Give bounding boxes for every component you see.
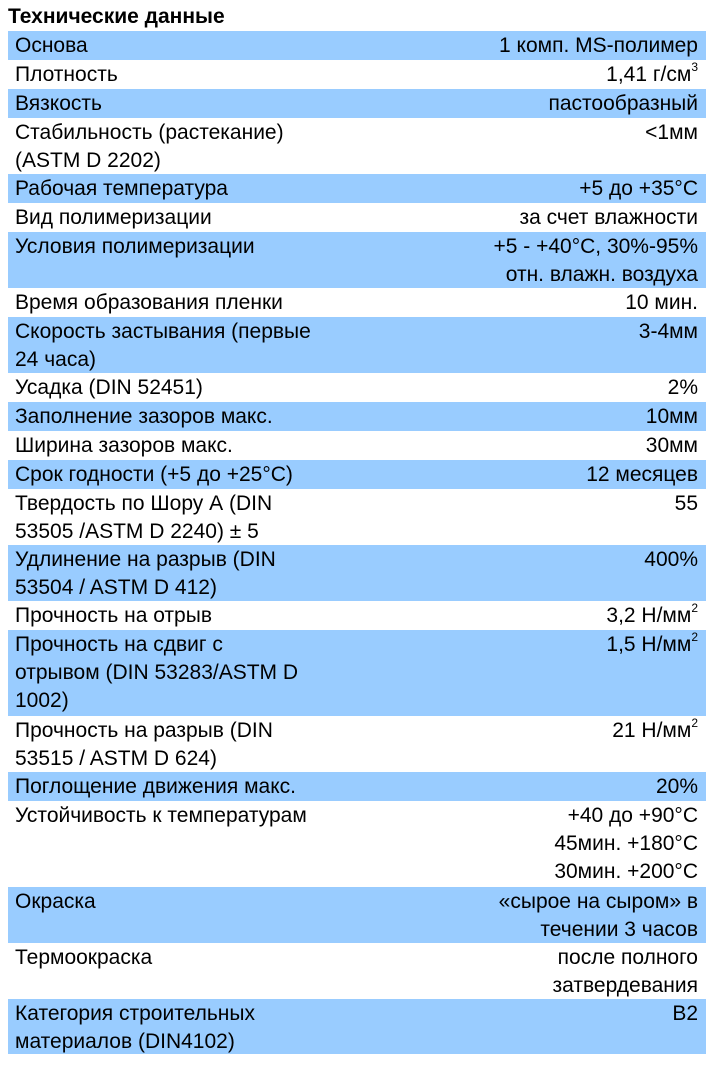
row-label [15,602,365,630]
spec-table [8,31,706,1054]
row-value-line [365,204,698,232]
row-value [365,204,698,232]
row-label [15,318,365,373]
row-label-line: Прочность на сдвиг с [15,633,223,656]
row-value-text: 400% [644,548,698,571]
row-value-line [365,90,698,118]
row-label-line: 53504 / ASTM D 412) [15,576,217,599]
row-value-text: 3-4мм [638,320,698,343]
row-value-line [365,916,698,943]
row-label-line: Скорость застывания (первые [15,320,311,343]
table-row [8,801,706,887]
table-row [8,431,706,460]
row-value-line [365,233,698,261]
row-value-line [365,858,698,886]
row-value [365,631,698,659]
row-label [15,944,365,972]
row-label [15,233,365,261]
row-value [365,374,698,402]
row-label-line: 53515 / ASTM D 624) [15,747,217,770]
row-label-line: Прочность на отрыв [15,604,212,627]
table-row [8,601,706,630]
row-value-text: «сырое на сыром» в [498,890,698,913]
row-label [15,374,365,402]
table-row [8,89,706,118]
row-value-line [365,972,698,999]
unit-superscript: 2 [691,630,698,644]
row-label [15,546,365,601]
row-label [15,802,365,830]
row-label-line: Устойчивость к температурам [15,804,307,827]
row-value-line [365,261,698,288]
row-value-text: отн. влажн. воздуха [505,263,698,286]
row-label-line: Заполнение зазоров макс. [15,405,273,428]
row-value-line [365,432,698,460]
row-label [15,717,365,772]
row-value [365,490,698,518]
row-value-text: <1мм [645,121,698,144]
row-value-text: 30мм [645,434,698,457]
row-value-text: B2 [672,1002,698,1025]
row-value-line [365,888,698,916]
row-value-line [365,944,698,972]
table-row [8,317,706,373]
table-row [8,460,706,489]
row-value-line [365,461,698,489]
row-label [15,175,365,203]
unit-superscript: 2 [691,716,698,730]
table-row [8,545,706,601]
row-value [365,119,698,147]
row-value [365,233,698,288]
unit-superscript: 2 [691,601,698,615]
row-value [365,175,698,203]
row-label [15,204,365,232]
page-title: Технические данные [8,5,225,28]
row-value-line [365,119,698,147]
row-value [365,717,698,745]
unit-superscript: 3 [691,60,698,74]
row-value [365,432,698,460]
row-value [365,802,698,886]
row-label [15,32,365,60]
table-row [8,887,706,943]
row-label-line: Удлинение на разрыв (DIN [15,548,276,571]
row-value [365,546,698,574]
row-value-text: +5 до +35°C [579,177,698,200]
row-value [365,90,698,118]
table-row [8,772,706,801]
row-value-line [365,175,698,203]
row-value-text: после полного [557,946,698,969]
row-label [15,90,365,118]
row-value [365,888,698,943]
row-label-line: Срок годности (+5 до +25°C) [15,463,293,486]
row-value-line [365,61,698,89]
row-value-text: +5 - +40°C, 30%-95% [493,235,698,258]
row-label-line: материалов (DIN4102) [15,1030,235,1053]
row-value-line [365,318,698,346]
row-label [15,432,365,460]
row-value-line [365,1000,698,1028]
row-label-line: Основа [15,34,88,57]
row-label-line: 53505 /ASTM D 2240) ± 5 [15,520,259,543]
row-value-line [365,32,698,60]
row-label [15,773,365,801]
row-label [15,403,365,431]
row-value [365,1000,698,1028]
row-value [365,602,698,630]
row-label-line: Плотность [15,63,118,86]
row-value-line [365,289,698,317]
row-value-text: 3,2 Н/мм [606,604,692,627]
row-value-text: 20% [655,775,698,798]
row-value-text: за счет влажности [519,206,698,229]
row-value-text: 1 комп. MS-полимер [499,34,698,57]
table-row [8,943,706,999]
row-value [365,289,698,317]
row-label-line: Категория строительных [15,1002,255,1025]
row-value-line [365,403,698,431]
table-row [8,489,706,545]
row-label [15,289,365,317]
row-value-text: затвердевания [552,974,698,997]
table-row [8,999,706,1054]
row-label [15,490,365,545]
row-label-line: Термоокраска [15,946,153,969]
row-label [15,1000,365,1054]
row-value-line [365,546,698,574]
row-label-line: Усадка (DIN 52451) [15,376,203,399]
table-row [8,232,706,288]
row-value-text: 30мин. +200°C [554,860,698,883]
row-label-line: Время образования пленки [15,291,283,314]
table-row [8,60,706,89]
row-value [365,61,698,89]
row-label-line: отрывом (DIN 53283/ASTM D [15,661,299,684]
row-value-line [365,830,698,858]
table-row [8,118,706,174]
row-value-text: течении 3 часов [540,918,698,941]
row-value-text: 12 месяцев [586,463,698,486]
row-value [365,318,698,346]
row-label-line: Стабильность (растекание) [15,121,284,144]
row-value-text: 10 мин. [625,291,698,314]
row-label-line: (ASTM D 2202) [15,149,161,172]
row-value [365,944,698,999]
row-label-line: Рабочая температура [15,177,228,200]
row-value-text: 55 [674,492,698,515]
row-label-line: 1002) [15,689,69,712]
table-row [8,630,706,716]
row-value-line [365,773,698,801]
row-label [15,119,365,174]
row-value-line [365,631,698,659]
row-label-line: Условия полимеризации [15,235,255,258]
row-value-text: 2% [667,376,698,399]
row-label-line: Окраска [15,890,96,913]
row-label [15,61,365,89]
row-value-line [365,374,698,402]
row-label-line: Вязкость [15,92,102,115]
row-value-line [365,602,698,630]
row-label-line: 24 часа) [15,348,96,371]
table-row [8,402,706,431]
table-row [8,288,706,317]
table-row [8,716,706,772]
row-value-line [365,490,698,518]
row-value-text: пастообразный [548,92,698,115]
row-label [15,631,365,715]
table-row [8,373,706,402]
row-value-text: 10мм [645,405,698,428]
table-row [8,174,706,203]
table-row [8,31,706,60]
row-label-line: Твердость по Шору А (DIN [15,492,273,515]
row-label-line: Вид полимеризации [15,206,212,229]
row-value-text: 1,41 г/см [606,63,692,86]
row-value [365,32,698,60]
row-label-line: Поглощение движения макс. [15,775,296,798]
row-value-line [365,802,698,830]
row-value-text: +40 до +90°C [567,804,698,827]
row-value-text: 45мин. +180°C [554,832,698,855]
row-value-text: 1,5 Н/мм [606,633,692,656]
row-value [365,773,698,801]
row-value-line [365,717,698,745]
row-label-line: Ширина зазоров макс. [15,434,233,457]
row-label [15,888,365,916]
row-value [365,461,698,489]
row-label [15,461,365,489]
table-row [8,203,706,232]
row-label-line: Прочность на разрыв (DIN [15,719,273,742]
row-value [365,403,698,431]
row-value-text: 21 Н/мм [612,719,692,742]
